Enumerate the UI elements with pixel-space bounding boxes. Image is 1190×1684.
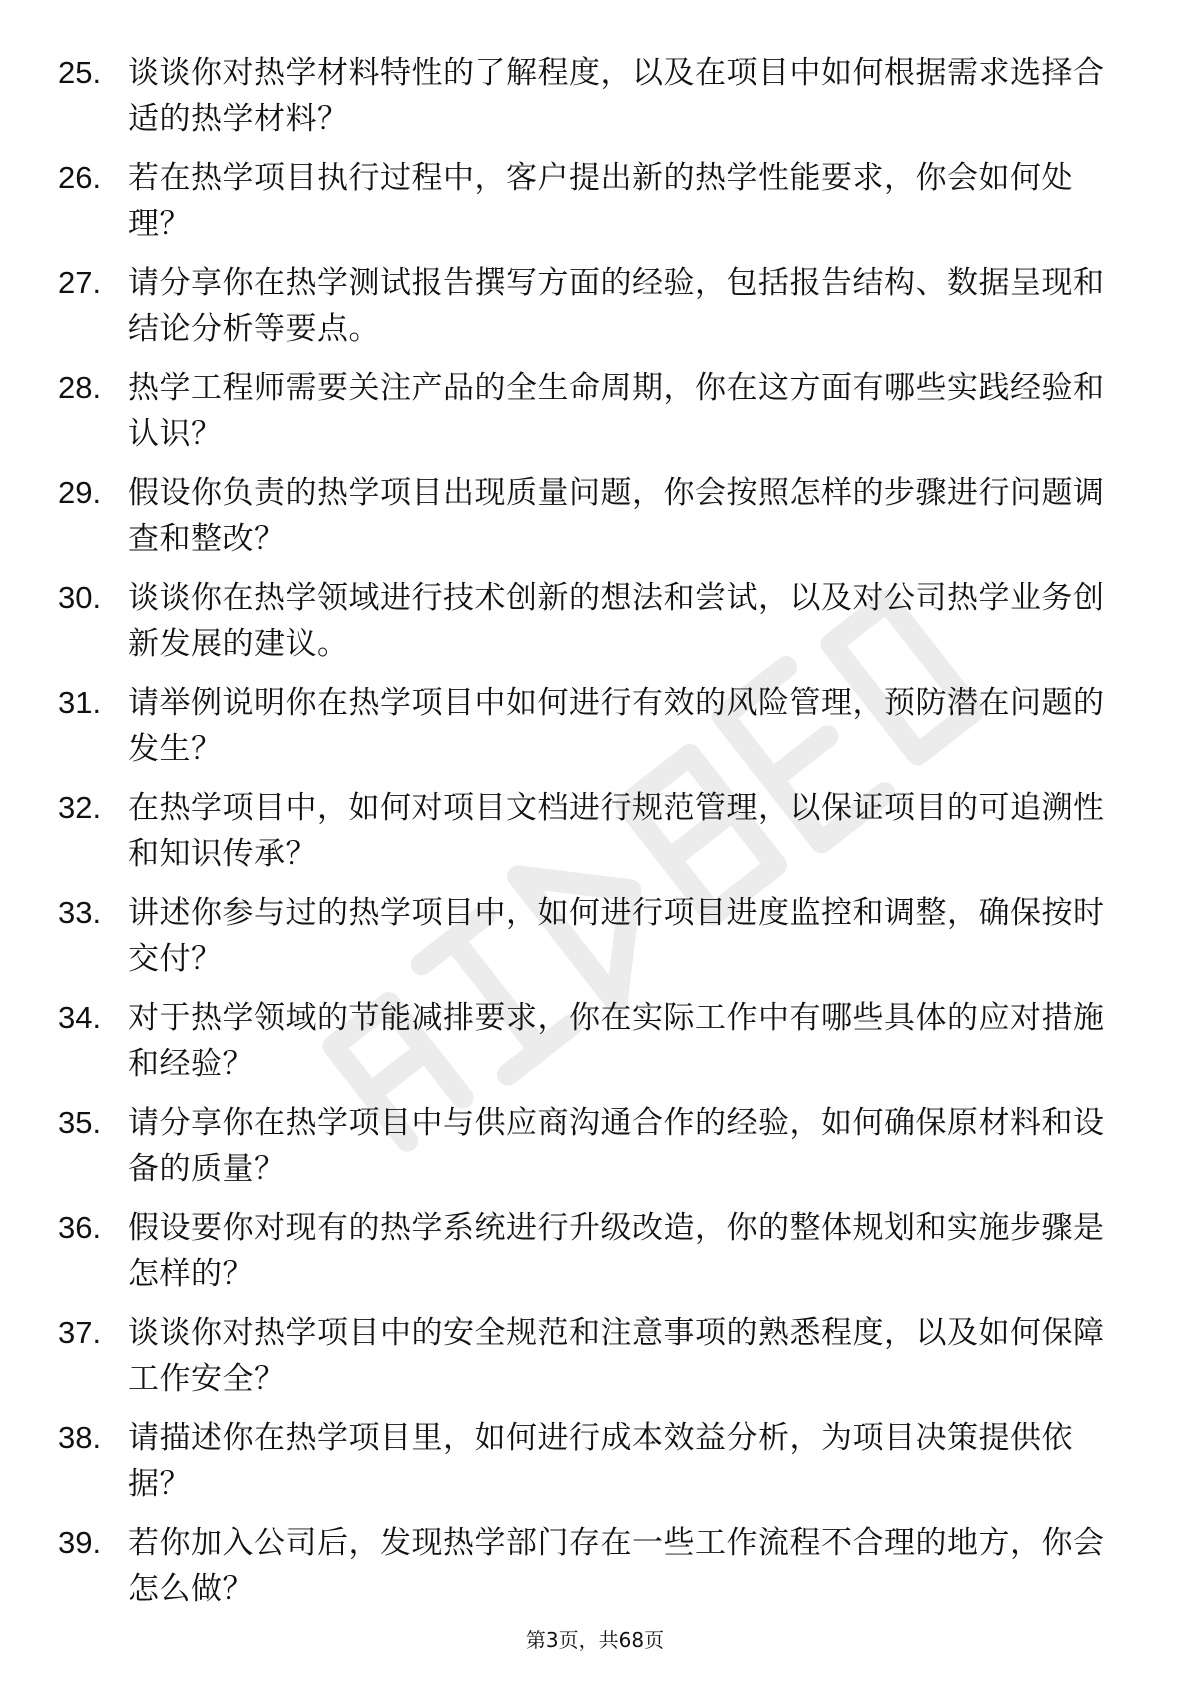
question-number: 35.: [58, 1105, 102, 1140]
question-number: 30.: [58, 580, 102, 615]
question-number: 36.: [58, 1210, 102, 1245]
question-text: 在热学项目中，如何对项目文档进行规范管理，以保证项目的可追溯性和知识传承？: [128, 790, 1105, 872]
question-number: 39.: [58, 1525, 102, 1560]
page-footer: [0, 1624, 1190, 1653]
question-number: 34.: [58, 1000, 102, 1035]
question-text: 请分享你在热学项目中与供应商沟通合作的经验，如何确保原材料和设备的质量？: [128, 1105, 1105, 1187]
question-text: 讲述你参与过的热学项目中，如何进行项目进度监控和调整，确保按时交付？: [128, 895, 1105, 977]
question-text: 若在热学项目执行过程中，客户提出新的热学性能要求，你会如何处理？: [128, 160, 1073, 242]
question-item-31: [58, 680, 1118, 785]
question-item-33: [58, 890, 1118, 995]
question-text: 请分享你在热学测试报告撰写方面的经验，包括报告结构、数据呈现和结论分析等要点。: [128, 265, 1105, 347]
question-text: 假设要你对现有的热学系统进行升级改造，你的整体规划和实施步骤是怎样的？: [128, 1210, 1105, 1292]
question-list: [58, 50, 1118, 1625]
question-text: 谈谈你对热学项目中的安全规范和注意事项的熟悉程度，以及如何保障工作安全？: [128, 1315, 1105, 1397]
page-number-label: 第3页，共68页: [525, 1628, 665, 1652]
question-number: 26.: [58, 160, 102, 195]
question-item-30: [58, 575, 1118, 680]
question-text: 谈谈你对热学材料特性的了解程度，以及在项目中如何根据需求选择合适的热学材料？: [128, 55, 1105, 137]
question-item-38: [58, 1415, 1118, 1520]
question-item-39: [58, 1520, 1118, 1625]
question-item-37: [58, 1310, 1118, 1415]
question-item-35: [58, 1100, 1118, 1205]
question-item-32: [58, 785, 1118, 890]
question-number: 33.: [58, 895, 102, 930]
question-number: 38.: [58, 1420, 102, 1455]
question-text: 请举例说明你在热学项目中如何进行有效的风险管理，预防潜在问题的发生？: [128, 685, 1105, 767]
question-item-26: [58, 155, 1118, 260]
question-item-27: [58, 260, 1118, 365]
question-number: 29.: [58, 475, 102, 510]
question-item-28: [58, 365, 1118, 470]
question-text: 若你加入公司后，发现热学部门存在一些工作流程不合理的地方，你会怎么做？: [128, 1525, 1105, 1607]
question-number: 25.: [58, 55, 102, 90]
question-number: 31.: [58, 685, 102, 720]
question-item-36: [58, 1205, 1118, 1310]
question-number: 37.: [58, 1315, 102, 1350]
question-text: 请描述你在热学项目里，如何进行成本效益分析，为项目决策提供依据？: [128, 1420, 1073, 1502]
question-text: 对于热学领域的节能减排要求，你在实际工作中有哪些具体的应对措施和经验？: [128, 1000, 1105, 1082]
question-item-34: [58, 995, 1118, 1100]
question-item-25: [58, 50, 1118, 155]
question-text: 热学工程师需要关注产品的全生命周期，你在这方面有哪些实践经验和认识？: [128, 370, 1105, 452]
question-text: 假设你负责的热学项目出现质量问题，你会按照怎样的步骤进行问题调查和整改？: [128, 475, 1105, 557]
question-number: 32.: [58, 790, 102, 825]
question-item-29: [58, 470, 1118, 575]
question-number: 28.: [58, 370, 102, 405]
question-text: 谈谈你在热学领域进行技术创新的想法和尝试，以及对公司热学业务创新发展的建议。: [128, 580, 1105, 662]
question-number: 27.: [58, 265, 102, 300]
